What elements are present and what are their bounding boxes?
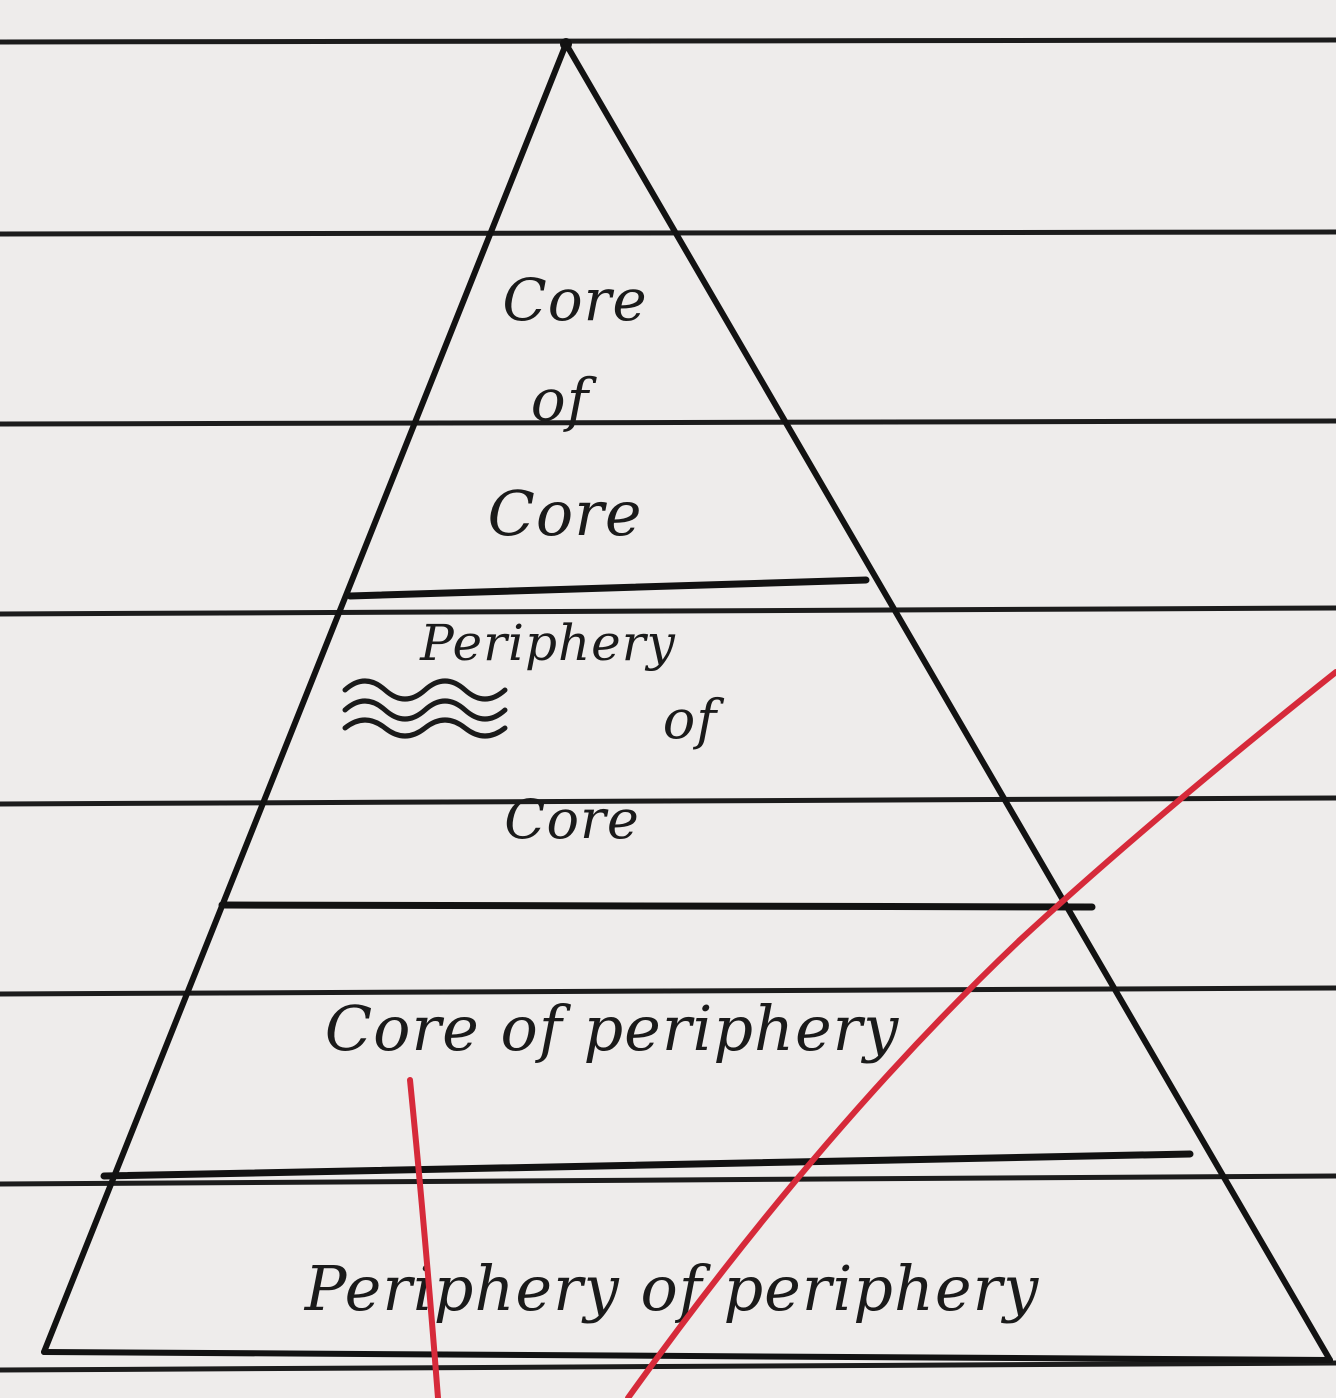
red-vertical-stroke	[410, 1080, 438, 1398]
tier-periphery-of-periphery	[304, 1252, 1040, 1325]
tier-divider-3	[104, 1154, 1190, 1176]
tier-divider-1	[350, 580, 866, 596]
tier-1-line-3: Core	[487, 477, 643, 550]
ruled-line	[0, 1363, 1336, 1370]
scribbled-out-word	[345, 681, 505, 736]
tier-core-of-core	[487, 266, 647, 550]
ruled-line	[0, 40, 1336, 42]
tier-2-line-1: Periphery	[420, 614, 676, 672]
tier-3-line-1: Core of periphery	[324, 992, 900, 1065]
tier-2-line-2: of	[662, 688, 718, 751]
tier-core-of-periphery	[325, 992, 900, 1065]
pyramid-base	[44, 1352, 1330, 1360]
tier-1-line-1: Core	[502, 266, 648, 334]
tier-2-line-3: Core	[504, 788, 640, 851]
ruled-line	[0, 421, 1336, 424]
tier-divider-2	[222, 905, 1092, 907]
ruled-line	[0, 232, 1336, 234]
tier-4-line-1: Periphery of periphery	[304, 1252, 1040, 1325]
ruled-line	[0, 798, 1336, 804]
tier-1-line-2: of	[530, 366, 590, 434]
tier-periphery-of-core	[345, 614, 724, 851]
